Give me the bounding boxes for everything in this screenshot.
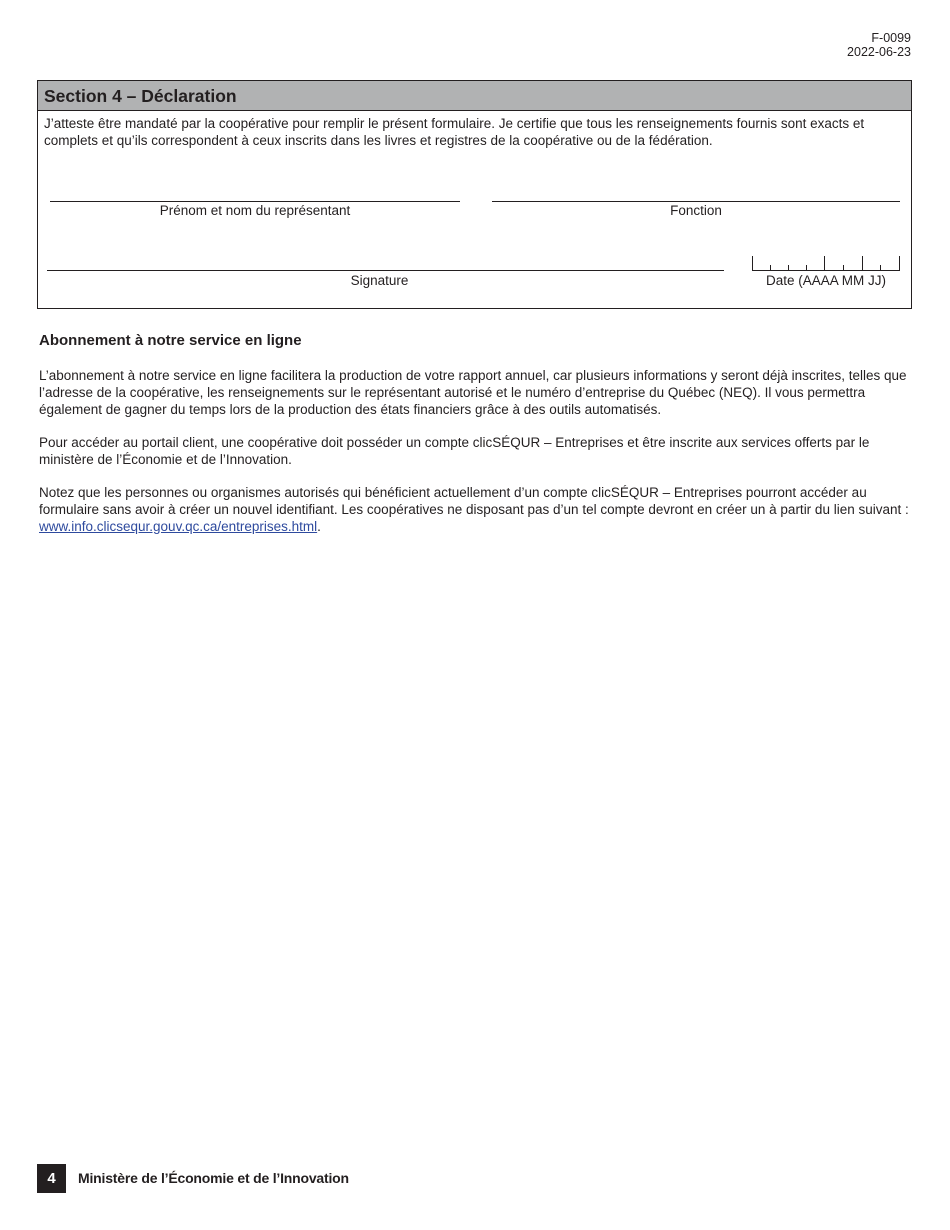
function-label: Fonction (670, 203, 722, 218)
representative-name-field[interactable] (50, 201, 460, 202)
form-version-date: 2022-06-23 (847, 45, 911, 59)
function-field[interactable] (492, 201, 900, 202)
date-label: Date (AAAA MM JJ) (765, 273, 887, 288)
page-number: 4 (37, 1164, 66, 1193)
signature-field[interactable] (47, 270, 724, 271)
subscription-paragraph-3-end: . (317, 518, 321, 534)
form-code: F-0099 (871, 31, 911, 45)
subscription-paragraph-3-text: Notez que les personnes ou organismes autorisés qui bénéficient actuellement d’un compte clicSÉQUR – Entreprises pourront accéder au formulaire sans avoir à créer un nouvel identifiant. Les coopératives ne disposant pas d’un tel compte devront en créer un à partir du lien suivant : (39, 485, 909, 517)
attestation-text: J’atteste être mandaté par la coopérative pour remplir le présent formulaire. Je certifie que tous les renseignements fournis sont exacts et complets et qu’ils correspondent à ceux inscrits dans les livres et registres de la coopérative ou de la fédération. (44, 116, 865, 148)
form-meta (847, 31, 911, 59)
section-4-declaration (37, 80, 912, 309)
subscription-paragraph-2: Pour accéder au portail client, une coopérative doit posséder un compte clicSÉQUR – Entreprises et être inscrite aux services offerts par le ministère de l’Économie et de l’Innovation. (39, 435, 870, 467)
clicsequr-link[interactable]: www.info.clicsequr.gouv.qc.ca/entreprises.html (39, 518, 318, 534)
representative-name-label: Prénom et nom du représentant (159, 203, 351, 218)
subscription-paragraph-3 (39, 485, 915, 535)
section-4-title: Section 4 – Déclaration (38, 81, 911, 111)
subscription-title: Abonnement à notre service en ligne (39, 332, 302, 349)
subscription-paragraph-1: L’abonnement à notre service en ligne facilitera la production de votre rapport annuel, car plusieurs informations y seront déjà inscrites, telles que l’adresse de la coopérative, les renseignements sur le représentant autorisé et le numéro d’entreprise du Québec (NEQ). Il vous permettra également de gagner du temps lors de la production des états financiers grâce à des outils automatisés. (39, 368, 907, 417)
signature-label: Signature (350, 273, 409, 288)
ministry-name: Ministère de l’Économie et de l’Innovation (78, 1170, 349, 1186)
date-field[interactable] (752, 255, 900, 271)
